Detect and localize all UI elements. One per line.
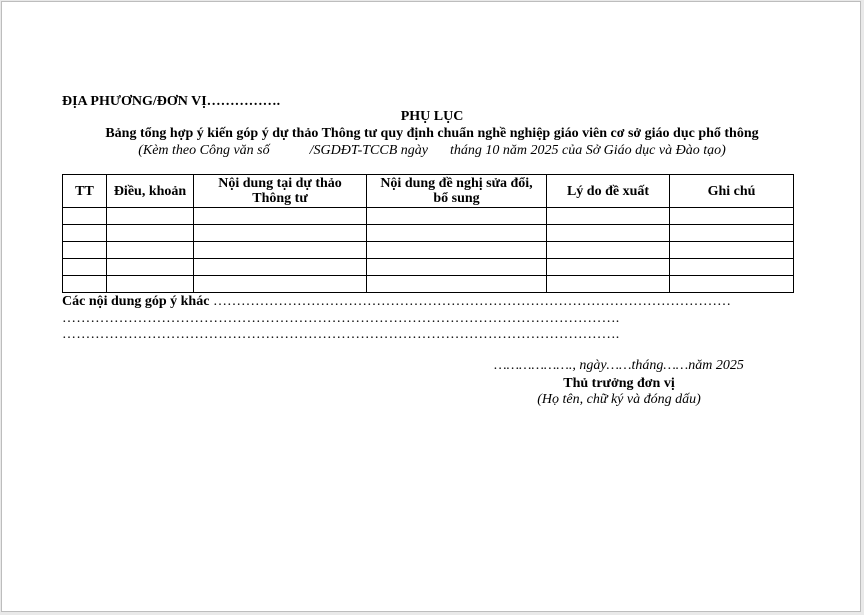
header-article: Điều, khoản <box>107 175 194 208</box>
signature-instruction: (Họ tên, chữ ký và đóng dấu) <box>537 392 701 407</box>
note-part-3: tháng 10 năm 2025 của Sở Giáo dục và Đào tạo) <box>450 143 726 158</box>
dotted-line-2: ………………………………………………………………………………………………………. <box>62 311 620 326</box>
header-proposed-content: Nội dung đề nghị sửa đổi, bổ sung <box>367 175 547 208</box>
feedback-table <box>62 174 794 293</box>
table-row <box>63 225 794 242</box>
table-row <box>63 276 794 293</box>
reference-note <box>2 143 862 159</box>
dotted-line-3: ………………………………………………………………………………………………………. <box>62 327 620 342</box>
document-page <box>1 1 861 612</box>
table-row <box>63 242 794 259</box>
appendix-title: PHỤ LỤC <box>400 109 464 124</box>
other-comments-label: Các nội dung góp ý khác <box>62 294 210 309</box>
signature-date-line: ………………., ngày……tháng……năm 2025 <box>494 358 744 373</box>
other-comments-dots: ………………………………………………………………………………………………… <box>209 294 731 309</box>
signature-position: Thủ trưởng đơn vị <box>563 376 675 391</box>
unit-line: ĐỊA PHƯƠNG/ĐƠN VỊ……………. <box>62 94 281 109</box>
table-row <box>63 259 794 276</box>
note-part-2: /SGDĐT-TCCB ngày <box>309 143 428 158</box>
table-header-row <box>63 175 794 208</box>
appendix-subtitle: Bảng tổng hợp ý kiến góp ý dự thảo Thông tư quy định chuẩn nghề nghiệp giáo viên cơ sở giáo dục phổ thông <box>105 126 759 141</box>
header-draft-content: Nội dung tại dự thảo Thông tư <box>194 175 367 208</box>
table-row <box>63 208 794 225</box>
header-reason: Lý do đề xuất <box>547 175 670 208</box>
note-part-1: (Kèm theo Công văn số <box>138 143 270 158</box>
table-body <box>63 208 794 293</box>
header-notes: Ghi chú <box>670 175 794 208</box>
other-comments-line <box>62 294 731 310</box>
header-tt: TT <box>63 175 107 208</box>
